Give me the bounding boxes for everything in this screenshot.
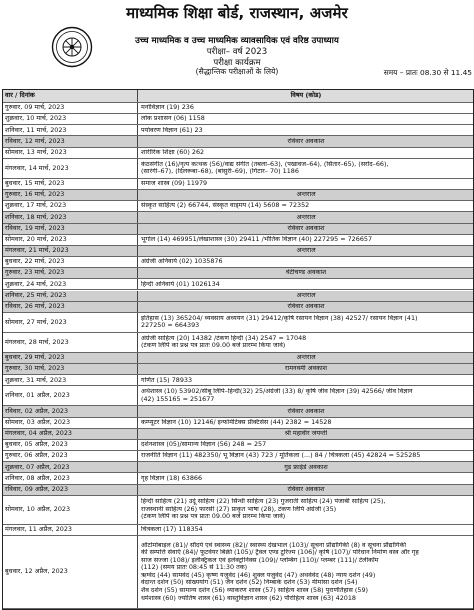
- table-row: [3, 451, 473, 462]
- subject-line: अन्तराल: [296, 354, 316, 362]
- exam-subjects: [141, 386, 471, 405]
- holiday-row: [3, 462, 473, 473]
- exam-date: शुक्रवार, 24 मार्च, 2023: [3, 279, 138, 289]
- exam-subjects: [141, 159, 471, 178]
- exam-subjects: [141, 125, 471, 135]
- exam-date: सोमवार, 27 मार्च, 2023: [3, 313, 138, 332]
- holiday-label: [141, 302, 471, 312]
- table-row: [3, 103, 473, 114]
- subject-line: (42) 155165 = 251677: [141, 395, 215, 403]
- subject-line: (112) (समय प्रातः 08:45 से 11:30 तक): [141, 564, 248, 572]
- table-row: [3, 375, 473, 386]
- exam-subjects: [141, 440, 471, 450]
- subject-line: साज सज्जा (108)/ इलेक्ट्रिकल एवं इलेक्ट्रोनिक्स (109)/ प्लम्बिंग (110)/ प्लम्बर (111)/ टेलीकॉम: [141, 556, 379, 564]
- exam-date: मंगलवार, 04 अप्रैल, 2023: [3, 429, 138, 439]
- exam-date: शनिवार, 18 मार्च, 2023: [3, 212, 138, 222]
- exam-date: गुरुवार, 09 मार्च, 2023: [3, 103, 138, 113]
- exam-subjects: [141, 496, 471, 524]
- exam-date: सोमवार, 10 अप्रैल, 2023: [3, 496, 138, 524]
- exam-subjects: [141, 103, 471, 113]
- holiday-row: [3, 268, 473, 279]
- exam-date: मंगलवार, 28 मार्च, 2023: [3, 333, 138, 352]
- subject-line: राजस्थानी साहित्य (26) फारसी (27) प्राकृत भाषा (28), टंकण लिपि अंग्रेजी (35): [141, 505, 337, 513]
- subject-line: रविवार अवकाश: [287, 224, 325, 232]
- subject-line: रविवार अवकाश: [287, 485, 325, 493]
- exam-subjects: [141, 148, 471, 158]
- subject-line: रविवार अवकाश: [287, 302, 325, 310]
- exam-date: शुक्रवार, 31 मार्च, 2023: [3, 375, 138, 385]
- exam-subjects: [141, 451, 471, 461]
- table-row: [3, 179, 473, 190]
- subject-line: लोक प्रशासन (06) 1158: [141, 115, 205, 123]
- holiday-label: [141, 429, 471, 439]
- subject-line: भूगोल (14) 469951/लेखाशास्त्र (30) 29411 /भौतिक विज्ञान (40) 227295 = 726657: [141, 235, 373, 243]
- exam-date: बुधवार, 22 मार्च, 2023: [3, 257, 138, 267]
- exam-date: बुधवार, 15 मार्च, 2023: [3, 179, 138, 189]
- holiday-row: [3, 291, 473, 302]
- holiday-label: [141, 212, 471, 222]
- holiday-label: [141, 246, 471, 256]
- table-row: [3, 440, 473, 451]
- subject-line: गुड फ्राईडे अवकाश: [284, 463, 328, 471]
- subject-line: अर्थशास्त्र (10) 53902/सीबू लिपि–हिन्दी(32) 25/अंग्रेजी (33) 8/ कृषि जीव विज्ञान (39) 42566/ जीव विज्ञान: [141, 388, 413, 396]
- table-row: [3, 235, 473, 246]
- exam-subjects: [141, 473, 471, 483]
- subject-line: पर्यावरण विज्ञान (61) 23: [141, 126, 203, 134]
- subject-line: कम्प्यूटर विज्ञान (10) 12146/ इन्फोर्मेटिक्स प्रेक्टिसेस (44) 2382 = 14528: [141, 418, 332, 426]
- table-row: [3, 114, 473, 125]
- exam-date: रविवार, 02 अप्रैल, 2023: [3, 406, 138, 416]
- exam-date: शुक्रवार, 17 मार्च, 2023: [3, 201, 138, 211]
- exam-date: रविवार, 12 मार्च, 2023: [3, 136, 138, 146]
- subject-line: 227250 = 664393: [141, 322, 200, 330]
- subject-line: रविवार अवकाश: [287, 407, 325, 415]
- holiday-label: [141, 353, 471, 363]
- table-row: [3, 536, 473, 609]
- exam-subjects: [141, 375, 471, 385]
- holiday-row: [3, 302, 473, 313]
- holiday-label: [141, 462, 471, 472]
- exam-date: सोमवार, 20 मार्च, 2023: [3, 235, 138, 245]
- theory-exams-note: (सैद्धान्तिक परीक्षाओं के लिये): [195, 67, 279, 76]
- subject-line: श्री महावीर जयन्ती: [284, 430, 328, 438]
- exam-date: सोमवार, 03 अप्रैल, 2023: [3, 418, 138, 428]
- table-row: [3, 257, 473, 268]
- column-header-date: वार / दिनांक: [3, 90, 138, 102]
- exam-date: गुरुवार, 06 अप्रैल, 2023: [3, 451, 138, 461]
- holiday-label: [141, 406, 471, 416]
- exam-date: रविवार, 26 मार्च, 2023: [3, 302, 138, 312]
- holiday-label: [141, 268, 471, 278]
- exam-subjects: [141, 525, 471, 535]
- subject-line: समाज शास्त्र (09) 11979: [141, 180, 208, 188]
- board-title: माध्यमिक शिक्षा बोर्ड, राजस्थान, अजमेर: [126, 4, 348, 22]
- exam-date: शनिवार, 25 मार्च, 2023: [3, 291, 138, 301]
- subject-line: गणित (15) 78933: [141, 376, 193, 384]
- holiday-row: [3, 429, 473, 440]
- holiday-row: [3, 136, 473, 147]
- exam-subjects: [141, 418, 471, 428]
- table-row: [3, 418, 473, 429]
- exam-subjects: [141, 313, 471, 332]
- subject-line: शैव दर्शन (55) सामान्य दर्शन (56) व्याकरण शास्त्र (57) साहित्य शास्त्र (58) पुराणेतिहास (59): [141, 586, 368, 594]
- subject-line: हिन्दी अनिवार्य (01) 1026134: [141, 280, 220, 288]
- holiday-label: [141, 291, 471, 301]
- subject-line: इतिहास (13) 365204/ व्यवसाय अध्ययन (31) 29412/कृषि रसायन विज्ञान (38) 42527/ रसायन विज्ञान (41): [141, 314, 418, 322]
- holiday-label: [141, 190, 471, 200]
- exam-date: मंगलवार, 11 अप्रैल, 2023: [3, 525, 138, 535]
- holiday-label: [141, 485, 471, 495]
- table-row: [3, 473, 473, 484]
- exam-date: बुधवार, 12 अप्रैल, 2023: [3, 536, 138, 608]
- exam-date: बुधवार, 05 अप्रैल, 2023: [3, 440, 138, 450]
- subject-line: अंग्रेजी अनिवार्य (02) 1035876: [141, 258, 223, 266]
- subject-line: मनोविज्ञान (19) 236: [141, 104, 194, 112]
- exam-date: शुक्रवार, 10 मार्च, 2023: [3, 114, 138, 124]
- subject-line: ऑटोमोबाइल (81)/ सौंदर्य एवं स्वास्थ्य (82)/ स्वास्थ्य देखभाल (103)/ सूचना प्रौद्योगिकी (8) व सूचना प्रौद्योगिकी: [141, 541, 407, 549]
- subject-line: (टंकण लिपि का प्रश्न पत्र प्रातः 09.00 बजे प्रारम्भ किया जावे): [141, 342, 286, 350]
- table-row: [3, 125, 473, 136]
- table-row: [3, 148, 473, 159]
- table-header-row: [3, 90, 473, 103]
- exam-date: शनिवार, 11 मार्च, 2023: [3, 125, 138, 135]
- subject-line: अन्तराल: [296, 291, 316, 299]
- exam-subjects: [141, 333, 471, 352]
- subject-line: (टंकण लिपि का प्रश्न पत्र प्रातः 09.00 बजे प्रारम्भ किया जावे): [141, 513, 286, 521]
- subject-line: अन्तराल: [296, 213, 316, 221]
- exam-date: मंगलवार, 14 मार्च, 2023: [3, 159, 138, 178]
- holiday-row: [3, 353, 473, 364]
- subject-line: ऋग्वेद (44) सामवेद (45) कृष्ण यजुर्वेद (46) शुक्ल यजुर्वेद (47) अथर्ववेद (48) न्याय दर्शन (49): [141, 571, 376, 579]
- exam-subjects: [141, 235, 471, 245]
- holiday-row: [3, 190, 473, 201]
- exam-date: रविवार, 19 मार्च, 2023: [3, 224, 138, 234]
- table-row: [3, 159, 473, 179]
- subject-line: राजनीति विज्ञान (11) 482350/ भू विज्ञान (43) 723 / मूर्तिकला (...) 84 / चित्रकला (45) 42824 = 525285: [141, 452, 421, 460]
- holiday-label: [141, 364, 471, 374]
- subject-line: चेटीचण्ड अवकाश: [285, 269, 327, 277]
- subject-line: रामनवमी अवकाश: [284, 365, 328, 373]
- table-row: [3, 496, 473, 525]
- subject-line: की सम्पत्ति सेवाएँ (84)/ फूटवेयर बिक्री (105)/ ट्रैवल एण्ड टूरिज्म (106)/ कृषि (107)/ परिधान निर्माण वस्त्र और गृह: [141, 549, 419, 557]
- holiday-label: [141, 224, 471, 234]
- exam-subjects: [141, 257, 471, 267]
- subject-line: हिन्दी साहित्य (21) उर्दू साहित्य (22) सिन्धी साहित्य (23) गुजराती साहित्य (24) पंजाबी साहित्य (25),: [141, 498, 386, 506]
- exam-date: गुरुवार, 16 मार्च, 2023: [3, 190, 138, 200]
- exam-header-line1: उच्च माध्यमिक व उच्च माध्यमिक व्यावसायिक एवं वरिष्ठ उपाध्याय: [135, 36, 339, 46]
- subject-line: अन्तराल: [296, 247, 316, 255]
- subject-line: संस्कृत साहित्य (2) 66744, संस्कृत वाड्मय (14) 5608 = 72352: [141, 202, 310, 210]
- holiday-label: [141, 136, 471, 146]
- exam-date: मंगलवार, 21 मार्च, 2023: [3, 246, 138, 256]
- holiday-row: [3, 364, 473, 375]
- exam-year: परीक्षा– वर्ष 2023: [206, 47, 268, 57]
- exam-subjects: [141, 179, 471, 189]
- subject-line: दर्शनशास्त्र (05)/सामान्य विज्ञान (56) 248 = 257: [141, 441, 267, 449]
- exam-date: शनिवार, 01 अप्रैल, 2023: [3, 386, 138, 405]
- exam-subjects: [141, 114, 471, 124]
- table-row: [3, 525, 473, 536]
- exam-timing: समय – प्रातः 08.30 से 11.45: [383, 68, 472, 77]
- table-row: [3, 386, 473, 406]
- table-row: [3, 333, 473, 353]
- exam-schedule-table: [2, 89, 474, 610]
- subject-line: चित्रकला (17) 118354: [141, 525, 203, 533]
- exam-subjects: [141, 279, 471, 289]
- table-row: [3, 279, 473, 290]
- exam-schedule-title: परीक्षा कार्यक्रम: [213, 58, 261, 68]
- holiday-row: [3, 246, 473, 257]
- holiday-row: [3, 224, 473, 235]
- exam-date: शुक्रवार, 07 अप्रैल, 2023: [3, 462, 138, 472]
- table-row: [3, 201, 473, 212]
- holiday-row: [3, 406, 473, 417]
- table-row: [3, 313, 473, 333]
- subject-line: धर्मशास्त्र (60) ज्योतिष शास्त्र (61) वास्तुविज्ञान शास्त्र (62) पौरोहित्य शास्त्र (63) 42018: [141, 594, 356, 602]
- holiday-row: [3, 212, 473, 223]
- column-header-subject: विषय (कोड): [290, 91, 322, 100]
- subject-line: कंठसंगीत (16)/नृत्य कत्थक (56)/वाद्य संगीत (तबला–63), (पखावज–64), (सितार–65), (सरोद–66),: [141, 160, 389, 168]
- subject-line: रविवार अवकाश: [287, 137, 325, 145]
- exam-date: बुधवार, 29 मार्च, 2023: [3, 353, 138, 363]
- exam-date: सोमवार, 13 मार्च, 2023: [3, 148, 138, 158]
- subject-line: वेदान्त दर्शन (50) सांख्ययोग (51) जैन दर्शन (52) निम्बार्क दर्शन (53) मीमांसा दर्शन (54): [141, 579, 358, 587]
- exam-date: शनिवार, 08 अप्रैल, 2023: [3, 473, 138, 483]
- exam-subjects: [141, 536, 471, 608]
- exam-date: रविवार, 09 अप्रैल, 2023: [3, 485, 138, 495]
- subject-line: अंग्रेजी साहित्य (20) 14382 /टंकण हिन्दी (34) 2547 = 17048: [141, 334, 307, 342]
- exam-subjects: [141, 201, 471, 211]
- subject-line: अन्तराल: [296, 191, 316, 199]
- holiday-row: [3, 485, 473, 496]
- exam-date: गुरुवार, 23 मार्च, 2023: [3, 268, 138, 278]
- exam-date: गुरुवार, 30 मार्च, 2023: [3, 364, 138, 374]
- subject-line: (सारंगी–67), (दिलरूबा–68), (बांसुरी–69), (गिटार– 70) 1186: [141, 168, 299, 176]
- subject-line: शारीरिक शिक्षा (60) 262: [141, 148, 205, 156]
- subject-line: गृह विज्ञान (18) 63866: [141, 474, 203, 482]
